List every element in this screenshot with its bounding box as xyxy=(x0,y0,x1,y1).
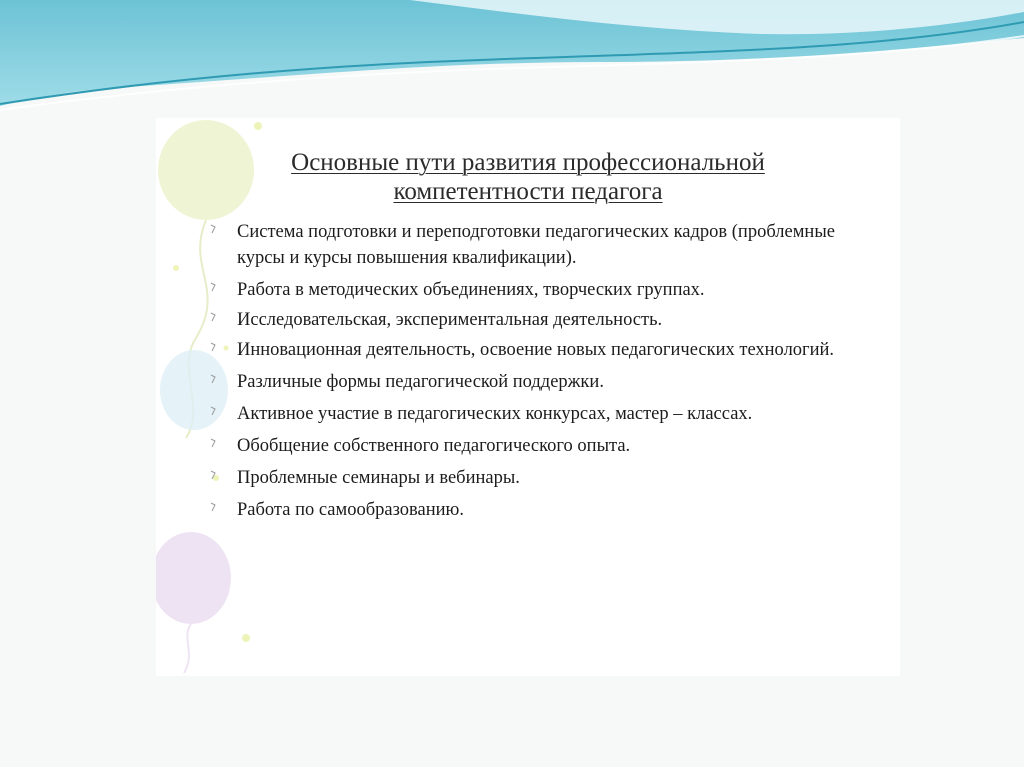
list-item xyxy=(208,307,848,333)
bullet-icon xyxy=(210,342,216,352)
list-item-text: Проблемные семинары и вебинары. xyxy=(237,468,520,488)
slide-title xyxy=(156,148,900,206)
list-item-text: Работа в методических объединениях, творческих группах. xyxy=(237,280,705,300)
title-line-1: Основные пути развития профессиональной xyxy=(291,149,765,176)
bullet-list xyxy=(208,219,848,523)
list-item-text: Обобщение собственного педагогического опыта. xyxy=(237,436,631,456)
bullet-icon xyxy=(210,282,216,292)
list-item-text: Инновационная деятельность, освоение новых педагогических технологий. xyxy=(237,340,835,360)
bullet-icon xyxy=(210,312,216,322)
list-item xyxy=(208,277,848,303)
list-item xyxy=(208,401,848,427)
balloon-purple xyxy=(156,532,231,624)
list-item-text: Различные формы педагогической поддержки. xyxy=(237,372,604,392)
bullet-icon xyxy=(210,224,216,234)
bullet-icon xyxy=(210,374,216,384)
list-item xyxy=(208,465,848,491)
list-item-text: Активное участие в педагогических конкурсах, мастер – классах. xyxy=(237,404,753,424)
content-card xyxy=(156,118,900,676)
bullet-icon xyxy=(210,502,216,512)
list-item xyxy=(208,369,848,395)
list-item xyxy=(208,497,848,523)
bullet-icon xyxy=(210,406,216,416)
balloon-string-2 xyxy=(184,624,191,673)
list-item-text: Работа по самообразованию. xyxy=(237,500,464,520)
bullet-icon xyxy=(210,438,216,448)
wave-header-decoration xyxy=(0,0,1024,120)
list-item xyxy=(208,433,848,459)
list-item-text: Система подготовки и переподготовки педагогических кадров (проблемные курсы и курсы повышения квалификации). xyxy=(237,222,835,268)
list-item xyxy=(208,219,848,271)
title-line-2: компетентности педагога xyxy=(393,178,663,205)
list-item xyxy=(208,337,848,363)
list-item-text: Исследовательская, экспериментальная деятельность. xyxy=(237,310,663,330)
bullet-icon xyxy=(210,470,216,480)
